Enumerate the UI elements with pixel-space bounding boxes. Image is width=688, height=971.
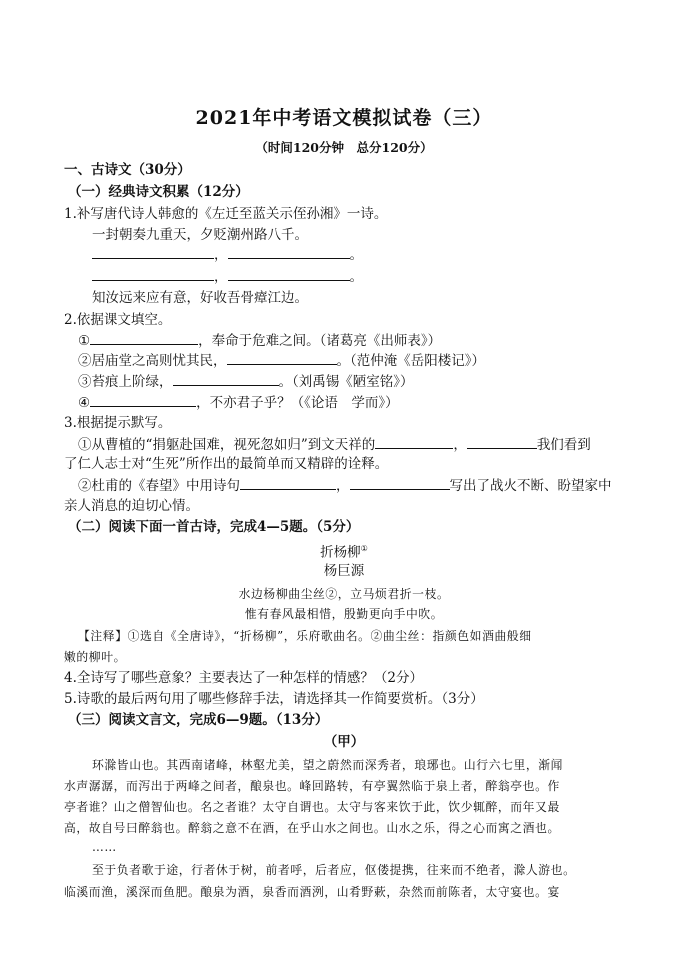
subsection-heading-classical-prose: （三）阅读文言文，完成6—9题。（13分）	[68, 712, 329, 728]
answer-blank[interactable]	[90, 331, 198, 345]
question-4: 4.全诗写了哪些意象？主要表达了一种怎样的情感？（2分）	[64, 670, 423, 686]
passage-line: 水声潺潺，而泻出于两峰之间者，酿泉也。峰回路转，有亭翼然临于泉上者，醉翁亭也。作	[64, 779, 560, 793]
answer-blank[interactable]	[90, 393, 196, 407]
question-2-stem: 2.依据课文填空。	[64, 312, 172, 328]
question-3-item-2: ②杜甫的《春望》中用诗句 ， 写出了战火不断、盼望家中	[78, 478, 612, 494]
poem-author: 杨巨源	[323, 563, 365, 579]
question-3-stem: 3.根据提示默写。	[64, 415, 172, 431]
question-1-line-3: ， 。	[92, 267, 363, 286]
question-5: 5.诗歌的最后两句用了哪些修辞手法，请选择其一作简要赏析。（3分）	[64, 691, 484, 707]
poem-annotation-cont: 嫩的柳叶。	[64, 650, 126, 664]
answer-blank[interactable]	[92, 245, 214, 259]
passage-line: 临溪而渔，溪深而鱼肥。酿泉为酒，泉香而酒洌，山肴野蔌，杂然而前陈者，太守宴也。宴	[64, 885, 560, 899]
question-2-item-2: ②居庙堂之高则忧其民， 。（范仲淹《岳阳楼记》）	[78, 353, 485, 369]
question-2-item-1: ① ，奉命于危难之间。（诸葛亮《出师表》）	[78, 333, 442, 349]
question-1-line-4: 知汝远来应有意，好收吾骨瘴江边。	[92, 290, 308, 306]
answer-blank[interactable]	[350, 476, 450, 490]
question-3-item-2-cont: 亲人消息的迫切心情。	[64, 498, 199, 514]
subsection-heading-poem-reading: （二）阅读下面一首古诗，完成4—5题。（5分）	[68, 519, 360, 535]
section-heading-classical-poetry: 一、古诗文（30分）	[64, 162, 191, 178]
passage-line: 环滁皆山也。其西南诸峰，林壑尤美，望之蔚然而深秀者，琅琊也。山行六七里，渐闻	[92, 758, 564, 772]
passage-label-jia: （甲）	[323, 734, 365, 750]
answer-blank[interactable]	[375, 435, 453, 449]
poem-line-1: 水边杨柳曲尘丝②，立马烦君折一枝。	[238, 587, 450, 601]
passage-line: 高，故自号曰醉翁也。醉翁之意不在酒，在乎山水之间也。山水之乐，得之心而寓之酒也。	[64, 821, 560, 835]
exam-time-info: （时间120分钟 总分120分）	[255, 140, 433, 155]
passage-ellipsis: ……	[92, 840, 117, 854]
subsection-heading-poetry-accumulation: （一）经典诗文积累（12分）	[68, 184, 249, 200]
question-3-item-1: ①从曹植的“捐躯赴国难，视死忽如归”到文天祥的 ， 我们看到	[78, 437, 591, 453]
question-1-line-2: ， 。	[92, 245, 363, 264]
poem-title: 折杨柳①	[320, 544, 368, 561]
question-2-item-4: ④ ，不亦君子乎？（《论语 学而》）	[78, 395, 399, 411]
poem-line-2: 惟有春风最相惜，殷勤更向手中吹。	[244, 607, 444, 621]
question-1-line-1: 一封朝奏九重天，夕贬潮州路八千。	[92, 227, 308, 243]
answer-blank[interactable]	[467, 435, 537, 449]
answer-blank[interactable]	[240, 476, 336, 490]
question-2-item-3: ③苔痕上阶绿， 。（刘禹锡《陋室铭》）	[78, 374, 414, 390]
passage-line: 至于负者歌于途，行者休于树，前者呼，后者应，伛偻提携，往来而不绝者，滁人游也。	[92, 863, 576, 877]
answer-blank[interactable]	[228, 267, 350, 281]
question-1-stem: 1.补写唐代诗人韩愈的《左迁至蓝关示侄孙湘》一诗。	[64, 206, 388, 222]
poem-annotation: 【注释】①选自《全唐诗》，“折杨柳”，乐府歌曲名。②曲尘丝：指颜色如酒曲般细	[78, 629, 532, 643]
answer-blank[interactable]	[173, 372, 279, 386]
question-3-item-1-cont: 了仁人志士对“生死”所作出的最简单而又精辟的诠释。	[64, 456, 389, 472]
answer-blank[interactable]	[92, 267, 214, 281]
passage-line: 亭者谁？山之僧智仙也。名之者谁？太守自谓也。太守与客来饮于此，饮少辄醉，而年又最	[64, 800, 560, 814]
page-title: 2021年中考语文模拟试卷（三）	[195, 107, 493, 129]
answer-blank[interactable]	[227, 351, 337, 365]
answer-blank[interactable]	[228, 245, 350, 259]
